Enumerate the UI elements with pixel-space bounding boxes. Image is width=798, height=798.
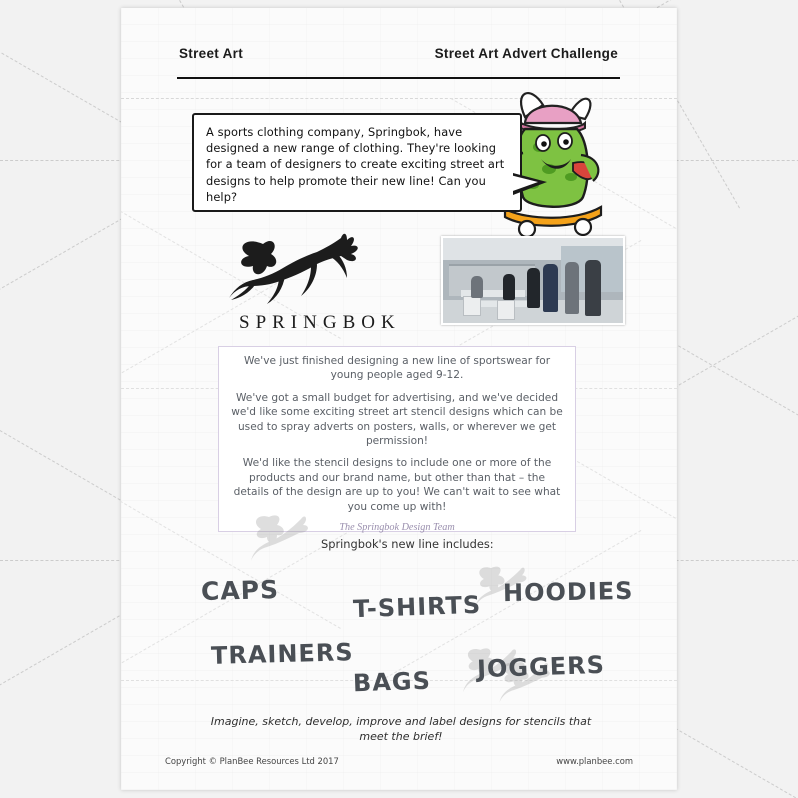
product-bags: BAGS	[352, 666, 432, 698]
new-line-label: Springbok's new line includes:	[321, 537, 494, 551]
brief-paragraph-3: We'd like the stencil designs to include one or more of the products and our brand name, but other than that – the details of the design are up to you! We can't wait to see what you come up with!	[233, 457, 561, 513]
product-hoodies: HOODIES	[502, 576, 634, 608]
brief-signature: The Springbok Design Team	[339, 522, 455, 534]
website-text: www.planbee.com	[556, 756, 633, 766]
task-instruction: Imagine, sketch, develop, improve and label designs for stencils that meet the brief!	[210, 715, 592, 743]
header-left-title: Street Art	[179, 46, 244, 61]
springbok-antelope-icon	[221, 230, 411, 320]
product-trainers: TRAINERS	[210, 638, 354, 670]
product-joggers: JOGGERS	[476, 650, 606, 684]
brief-paragraph-1: We've just finished designing a new line of sportswear for young people aged 9-12.	[243, 355, 551, 382]
product-caps: CAPS	[200, 574, 280, 607]
design-brief-box	[218, 346, 576, 532]
worksheet-page	[121, 8, 677, 790]
springbok-logo	[221, 230, 411, 340]
brief-paragraph-2: We've got a small budget for advertising, and we've decided we'd like some exciting street art stencil designs which can be used to spray adverts on posters, walls, or wherever we get permission!	[231, 391, 563, 448]
classroom-design-studio-photo	[441, 236, 625, 325]
product-tshirts: T-SHIRTS	[352, 590, 482, 624]
springbok-watermark	[249, 513, 313, 570]
speech-bubble-text: A sports clothing company, Springbok, have designed a new range of clothing. They're looking for a team of designers to create exciting street art designs to help promote their new line! Can you help?	[206, 125, 505, 204]
speech-bubble	[192, 113, 522, 212]
copyright-text: Copyright © PlanBee Resources Ltd 2017	[165, 756, 339, 766]
speech-bubble-tail-inner	[510, 175, 538, 192]
page-header	[177, 41, 620, 79]
springbok-wordmark: SPRINGBOK	[239, 312, 401, 333]
header-right-title: Street Art Advert Challenge	[434, 46, 618, 61]
